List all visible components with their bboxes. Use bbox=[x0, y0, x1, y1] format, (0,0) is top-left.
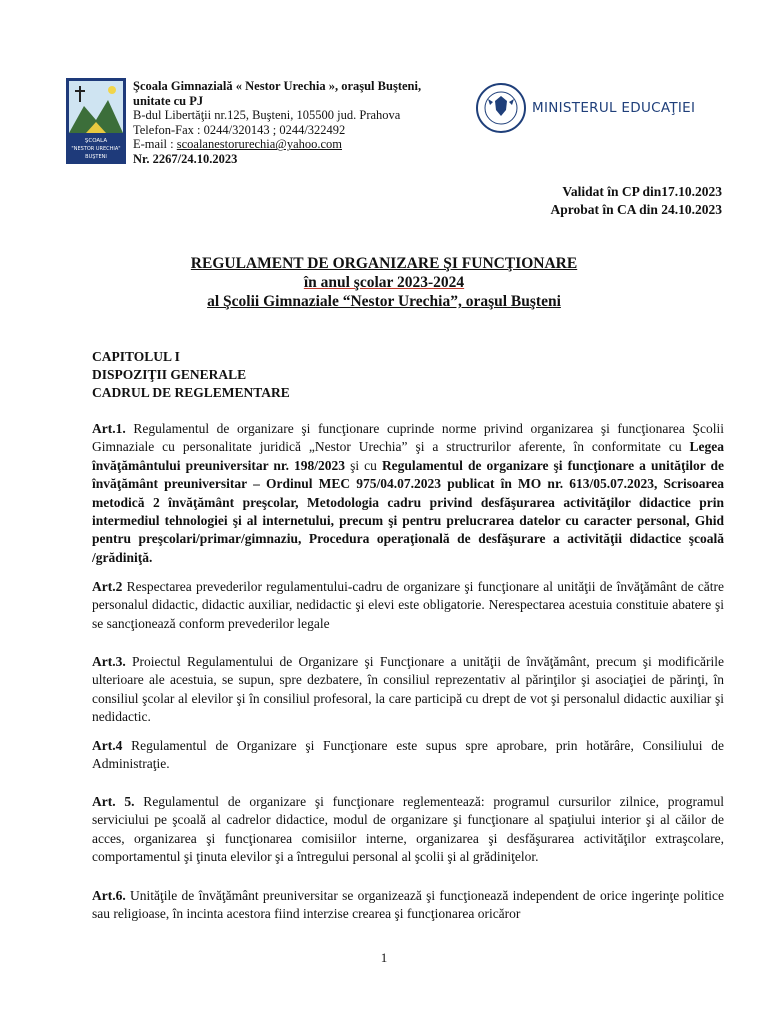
article-label: Art.1. bbox=[92, 421, 126, 436]
article-label: Art. 5. bbox=[92, 794, 135, 809]
government-emblem-icon bbox=[476, 80, 526, 136]
article-text: Proiectul Regulamentului de Organizare şi Funcţionare a unităţii de învăţământ, precum şi modificările ulterioare ale acestuia, se supun, spre dezbatere, în consiliul reprezentativ al părinţilor şi asociaţiei de părinţi, în consiliul şcolar al elevilor şi în consiliul profesoral, la care participă cu drept de vot şi personalul didactic auxiliar şi nedidactic. bbox=[92, 654, 724, 725]
article-label: Art.4 bbox=[92, 738, 123, 753]
title-line-1: REGULAMENT DE ORGANIZARE ŞI FUNCŢIONARE bbox=[190, 255, 578, 272]
article-bold-text: Regulamentul de organizare şi funcţionare a unităţilor de învăţământ preuniversitar – Ordinul MEC 975/04.07.2023 publicat în MO nr. 613/05.07.2023, Scrisoarea metodică 2 învăţământ preşcolar, Metodologia cadru privind desfăşurarea activităţilor didactice prin intermediul tehnologiei şi al internetului, precum şi pentru prelucrarea datelor cu caracter personal, Ghid pentru preşcolari/primar/gimnaziu, Procedura operaţională de desfăşurare a activităţii didactice şcoală /grădiniţă. bbox=[92, 457, 724, 565]
article-label: Art.2 bbox=[92, 579, 123, 594]
article-5 bbox=[92, 793, 724, 867]
article-label: Art.6. bbox=[92, 888, 126, 903]
article-text: Respectarea prevederilor regulamentului-cadru de organizare şi funcţionare al unităţii de învăţământ de către personalul didactic, didactic auxiliar, nedidactic şi elevi este obligatorie. Nerespectarea acestuia constituie abatere şi se sancţionează conform prevederilor legale bbox=[92, 579, 724, 631]
svg-text:"NESTOR URECHIA": "NESTOR URECHIA" bbox=[71, 146, 121, 152]
school-address: B-dul Libertăţii nr.125, Buşteni, 105500 jud. Prahova bbox=[133, 108, 401, 123]
article-text: Regulamentul de Organizare şi Funcţionare este supus spre aprobare, prin hotărâre, Consiliului de Administraţie. bbox=[92, 738, 724, 772]
school-info bbox=[133, 79, 421, 167]
school-name: Şcoala Gimnazială « Nestor Urechia », oraşul Buşteni, bbox=[133, 79, 422, 93]
validated-cp: Validat în CP din17.10.2023 bbox=[562, 184, 722, 199]
title-line-3: al Şcolii Gimnaziale “Nestor Urechia”, oraşul Buşteni bbox=[207, 293, 561, 310]
article-label: Art.3. bbox=[92, 654, 126, 669]
chapter-heading bbox=[92, 348, 290, 402]
school-legal-status: unitate cu PJ bbox=[133, 93, 204, 108]
article-text: Regulamentul de organizare şi funcţionare reglementează: programul cursurilor zilnice, programul serviciului pe şcoală al cadrelor didactice, modul de organizare şi funcţionare al spaţiului interior şi al căilor de acces, organizarea şi funcţionarea comisiilor interne, organizarea şi desfăşurarea activităţilor extraşcolare, comportamentul şi ţinuta elevilor şi a întregului personal al şcolii şi al grădiniţelor. bbox=[92, 794, 724, 865]
chapter-title: DISPOZIŢII GENERALE bbox=[92, 367, 247, 382]
article-text: Regulamentul de organizare şi funcţionare cuprinde norme privind organizarea şi funcţionarea Şcolii Gimnaziale cu personalitate juridică „Nestor Urechia” şi a structrurilor aferente, în conformitate cu bbox=[92, 421, 724, 455]
email-prefix: E-mail : bbox=[133, 137, 177, 152]
article-1 bbox=[92, 420, 724, 567]
approved-ca: Aprobat în CA din 24.10.2023 bbox=[550, 202, 722, 217]
svg-text:BUŞTENI: BUŞTENI bbox=[85, 154, 107, 160]
article-text: şi cu bbox=[345, 457, 382, 473]
registration-number: Nr. 2267/24.10.2023 bbox=[133, 151, 238, 166]
article-3 bbox=[92, 653, 724, 727]
email-link[interactable]: scoalanestorurechia@yahoo.com bbox=[176, 137, 343, 152]
validation-block bbox=[550, 183, 722, 219]
chapter-subtitle: CADRUL DE REGLEMENTARE bbox=[92, 385, 290, 400]
document-title bbox=[0, 254, 768, 311]
page-number: 1 bbox=[380, 950, 388, 965]
article-bold-text: Legea învăţământului preuniversitar nr. 198/2023 bbox=[92, 439, 724, 473]
title-line-2: în anul şcolar 2023-2024 bbox=[303, 274, 465, 291]
article-6 bbox=[92, 887, 724, 924]
school-phone: Telefon-Fax : 0244/320143 ; 0244/322492 bbox=[133, 122, 346, 137]
school-logo bbox=[66, 78, 126, 164]
article-2 bbox=[92, 578, 724, 633]
ministry-name: MINISTERUL EDUCAŢIEI bbox=[532, 100, 696, 116]
article-text: Unităţile de învăţământ preuniversitar se organizează şi funcţionează independent de orice ingerinţe politice sau religioase, în incinta acestora fiind interzise crearea şi funcţionarea oricăror bbox=[92, 888, 724, 922]
svg-text:ŞCOALA: ŞCOALA bbox=[84, 138, 108, 144]
chapter-number: CAPITOLUL I bbox=[92, 349, 180, 364]
school-email-line bbox=[133, 137, 421, 152]
article-4 bbox=[92, 737, 724, 774]
